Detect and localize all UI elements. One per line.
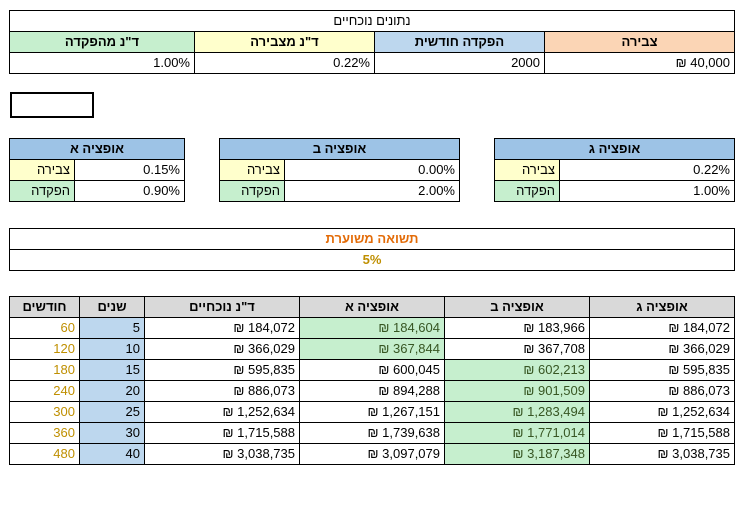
option-b-label-deposit: הפקדה (220, 181, 285, 202)
option-b-value-accumulation[interactable]: 0.00% (285, 160, 460, 181)
cell-current: 1,715,588 ₪ (145, 423, 300, 444)
table-row (10, 402, 735, 423)
options-row-accumulation (9, 160, 734, 181)
results-header-option-a: אופציה א (300, 297, 445, 318)
cell-option-b: 367,708 ₪ (445, 339, 590, 360)
cell-option-c: 184,072 ₪ (590, 318, 735, 339)
cell-option-a: 894,288 ₪ (300, 381, 445, 402)
expected-yield-table (9, 228, 735, 271)
current-data-values-row (9, 53, 734, 74)
cell-current: 184,072 ₪ (145, 318, 300, 339)
cell-current: 595,835 ₪ (145, 360, 300, 381)
option-b-value-deposit[interactable]: 2.00% (285, 181, 460, 202)
cell-option-c: 366,029 ₪ (590, 339, 735, 360)
value-fee-from-deposit[interactable]: 1.00% (9, 53, 194, 74)
option-a-value-accumulation[interactable]: 0.15% (75, 160, 185, 181)
option-c-label-accumulation: צבירה (495, 160, 560, 181)
results-header-months: חודשים (10, 297, 80, 318)
table-row (10, 444, 735, 465)
option-c-value-deposit[interactable]: 1.00% (560, 181, 735, 202)
cell-option-a: 3,097,079 ₪ (300, 444, 445, 465)
current-data-title: נתונים נוכחיים (9, 11, 734, 32)
options-header-row (9, 139, 734, 160)
cell-months: 300 (10, 402, 80, 423)
cell-option-a: 1,267,151 ₪ (300, 402, 445, 423)
cell-years: 15 (80, 360, 145, 381)
cell-months: 360 (10, 423, 80, 444)
option-b-title: אופציה ב (220, 139, 460, 160)
expected-yield-title: תשואה משוערת (10, 229, 735, 250)
current-data-table (9, 10, 735, 74)
current-data-title-row (9, 11, 734, 32)
selected-empty-cell[interactable] (10, 92, 94, 118)
header-tsvira: צבירה (545, 32, 735, 53)
option-b-label-accumulation: צבירה (220, 160, 285, 181)
cell-years: 40 (80, 444, 145, 465)
table-row (10, 318, 735, 339)
header-fee-from-deposit: ד"נ מהפקדה (9, 32, 194, 53)
cell-option-b: 901,509 ₪ (445, 381, 590, 402)
cell-months: 60 (10, 318, 80, 339)
cell-option-c: 1,252,634 ₪ (590, 402, 735, 423)
cell-option-a: 1,739,638 ₪ (300, 423, 445, 444)
expected-yield-title-row (10, 229, 735, 250)
expected-yield-value-row (10, 250, 735, 271)
cell-option-a: 600,045 ₪ (300, 360, 445, 381)
cell-years: 10 (80, 339, 145, 360)
cell-years: 5 (80, 318, 145, 339)
cell-months: 120 (10, 339, 80, 360)
value-fee-from-accumulation[interactable]: 0.22% (195, 53, 375, 74)
results-header-years: שנים (80, 297, 145, 318)
current-data-header-row (9, 32, 734, 53)
cell-years: 20 (80, 381, 145, 402)
results-header-current: ד"נ נוכחיים (145, 297, 300, 318)
cell-current: 3,038,735 ₪ (145, 444, 300, 465)
options-row-deposit (9, 181, 734, 202)
option-c-title: אופציה ג (495, 139, 735, 160)
option-a-label-accumulation: צבירה (9, 160, 74, 181)
cell-option-b: 1,771,014 ₪ (445, 423, 590, 444)
cell-current: 1,252,634 ₪ (145, 402, 300, 423)
table-row (10, 381, 735, 402)
header-fee-from-accumulation: ד"נ מצבירה (195, 32, 375, 53)
cell-current: 886,073 ₪ (145, 381, 300, 402)
cell-option-c: 595,835 ₪ (590, 360, 735, 381)
cell-months: 180 (10, 360, 80, 381)
results-table (9, 296, 735, 465)
results-header-row (10, 297, 735, 318)
table-row (10, 360, 735, 381)
cell-option-c: 3,038,735 ₪ (590, 444, 735, 465)
option-c-value-accumulation[interactable]: 0.22% (560, 160, 735, 181)
cell-option-b: 1,283,494 ₪ (445, 402, 590, 423)
cell-option-a: 184,604 ₪ (300, 318, 445, 339)
cell-option-b: 602,213 ₪ (445, 360, 590, 381)
cell-months: 480 (10, 444, 80, 465)
cell-months: 240 (10, 381, 80, 402)
cell-current: 366,029 ₪ (145, 339, 300, 360)
table-row (10, 423, 735, 444)
cell-option-c: 886,073 ₪ (590, 381, 735, 402)
cell-option-c: 1,715,588 ₪ (590, 423, 735, 444)
results-body (10, 318, 735, 465)
option-a-label-deposit: הפקדה (9, 181, 74, 202)
expected-yield-value[interactable]: 5% (10, 250, 735, 271)
results-header-option-c: אופציה ג (590, 297, 735, 318)
cell-years: 25 (80, 402, 145, 423)
cell-option-b: 183,966 ₪ (445, 318, 590, 339)
option-c-label-deposit: הפקדה (495, 181, 560, 202)
cell-option-a: 367,844 ₪ (300, 339, 445, 360)
value-tsvira[interactable]: 40,000 ₪ (545, 53, 735, 74)
options-table (9, 138, 735, 202)
results-header-option-b: אופציה ב (445, 297, 590, 318)
header-monthly-deposit: הפקדה חודשית (375, 32, 545, 53)
value-monthly-deposit[interactable]: 2000 (375, 53, 545, 74)
cell-option-b: 3,187,348 ₪ (445, 444, 590, 465)
table-row (10, 339, 735, 360)
option-a-title: אופציה א (9, 139, 184, 160)
option-a-value-deposit[interactable]: 0.90% (75, 181, 185, 202)
cell-years: 30 (80, 423, 145, 444)
